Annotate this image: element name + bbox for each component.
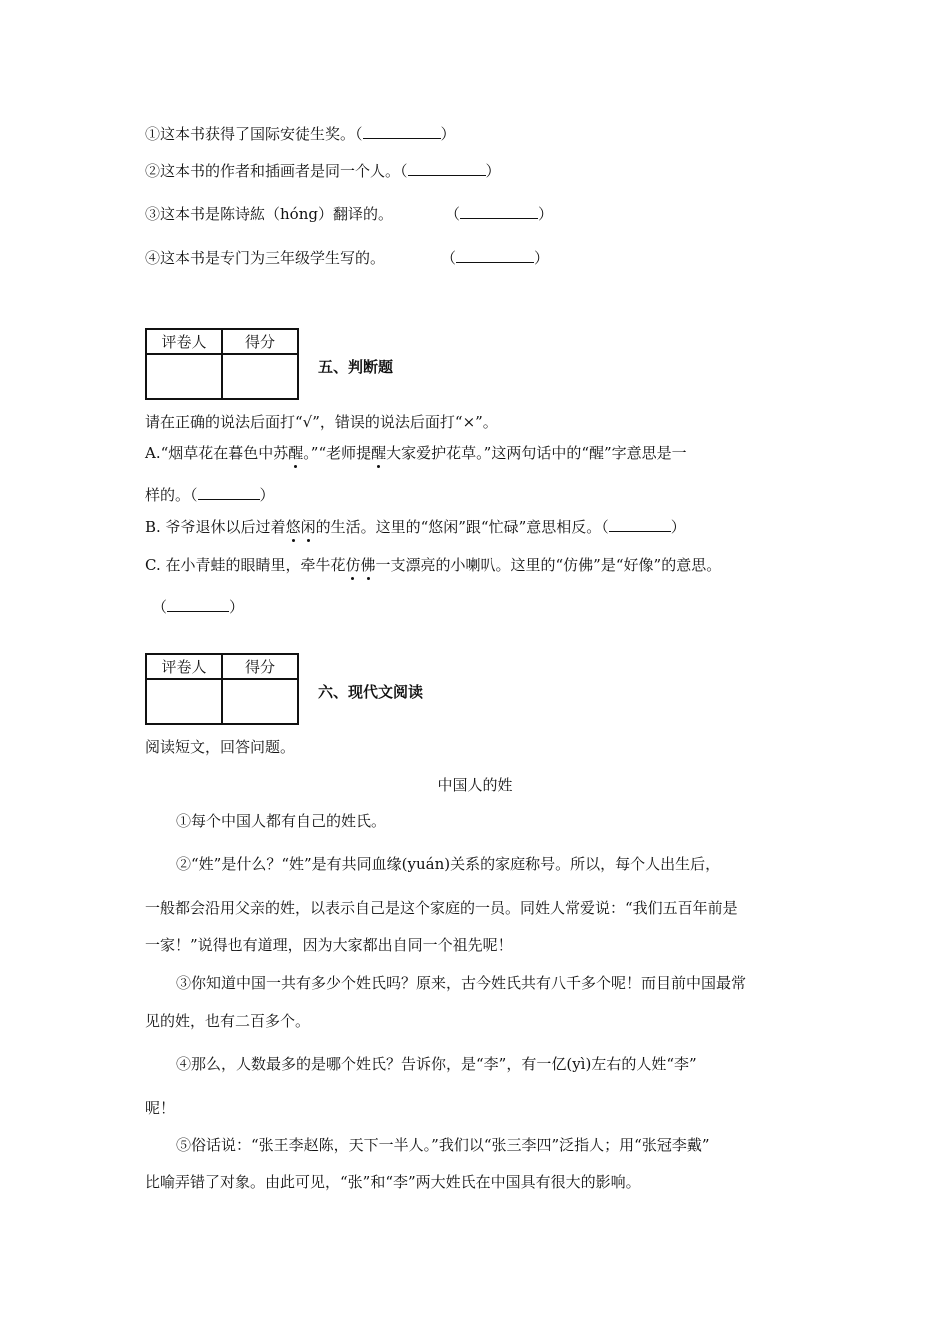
question-text: ④这本书是专门为三年级学生写的。 xyxy=(145,249,386,267)
paragraph-line: ③你知道中国一共有多少个姓氏吗？原来，古今姓氏共有八千多个呢！而目前中国最常 xyxy=(176,974,747,992)
item-a-continued: 样的。（ ） xyxy=(145,486,275,504)
question-1: ①这本书获得了国际安徒生奖。（ ） xyxy=(145,125,456,143)
answer-blank[interactable] xyxy=(408,161,486,176)
paragraph-line: ⑤俗话说：“张王李赵陈，天下一半人。”我们以“张三李四”泛指人；用“张冠李戴” xyxy=(176,1136,710,1154)
answer-blank[interactable] xyxy=(460,204,538,219)
grader-header: 评卷人 xyxy=(146,329,222,354)
grader-cell[interactable] xyxy=(146,679,222,724)
question-text: ③这本书是陈诗紘（hóng）翻译的。 xyxy=(145,205,393,223)
answer-blank[interactable] xyxy=(363,124,441,139)
section-instruction: 阅读短文，回答问题。 xyxy=(145,738,296,756)
emphasis-char: 佛 xyxy=(360,556,376,574)
score-header: 得分 xyxy=(222,329,298,354)
question-3: ③这本书是陈诗紘（hóng）翻译的。 （ ） xyxy=(145,205,553,223)
score-cell[interactable] xyxy=(222,679,298,724)
section-title: 六、现代文阅读 xyxy=(318,683,424,701)
paragraph-line: 见的姓，也有二百多个。 xyxy=(145,1012,311,1030)
section-instruction: 请在正确的说法后面打“√”，错误的说法后面打“×”。 xyxy=(145,413,498,431)
answer-blank[interactable] xyxy=(198,485,260,500)
emphasis-char: 悠 xyxy=(285,518,301,536)
grader-header: 评卷人 xyxy=(146,654,222,679)
question-text: ②这本书的作者和插画者是同一个人。 xyxy=(145,162,401,180)
emphasis-char: 仿 xyxy=(345,556,361,574)
emphasis-char: 醒 xyxy=(288,444,304,462)
emphasis-char: 醒 xyxy=(371,444,387,462)
answer-blank[interactable] xyxy=(167,597,229,612)
grader-cell[interactable] xyxy=(146,354,222,399)
item-c: C. 在小青蛙的眼睛里，牵牛花仿佛一支漂亮的小喇叭。这里的“仿佛”是“好像”的意思。 xyxy=(145,556,722,574)
section-title: 五、判断题 xyxy=(318,358,394,376)
paragraph-line: ①每个中国人都有自己的姓氏。 xyxy=(176,812,387,830)
paragraph-line: 一般都会沿用父亲的姓，以表示自己是这个家庭的一员。同姓人常爱说：“我们五百年前是 xyxy=(145,899,738,917)
score-table xyxy=(145,653,299,725)
score-header: 得分 xyxy=(222,654,298,679)
item-a: A.“烟草花在暮色中苏醒。”“老师提醒大家爱护花草。”这两句话中的“醒”字意思是一 xyxy=(145,444,687,462)
answer-blank[interactable] xyxy=(456,248,534,263)
score-table xyxy=(145,328,299,400)
item-b: B. 爷爷退休以后过着悠闲的生活。这里的“悠闲”跟“忙碌”意思相反。（ ） xyxy=(145,518,686,536)
passage-title: 中国人的姓 xyxy=(437,776,513,794)
question-2: ②这本书的作者和插画者是同一个人。（ ） xyxy=(145,162,501,180)
paragraph-line: 呢！ xyxy=(145,1099,176,1117)
answer-blank[interactable] xyxy=(609,517,671,532)
question-4: ④这本书是专门为三年级学生写的。 （ ） xyxy=(145,249,550,267)
paragraph-line: 一家！”说得也有道理，因为大家都出自同一个祖先呢！ xyxy=(145,936,513,954)
paragraph-line: ④那么，人数最多的是哪个姓氏？告诉你，是“李”，有一亿(yì)左右的人姓“李” xyxy=(176,1055,697,1073)
emphasis-char: 闲 xyxy=(300,518,316,536)
item-c-continued: （ ） xyxy=(152,598,245,616)
score-cell[interactable] xyxy=(222,354,298,399)
question-text: ①这本书获得了国际安徒生奖。 xyxy=(145,125,356,143)
paragraph-line: ②“姓”是什么？“姓”是有共同血缘(yuán)关系的家庭称号。所以，每个人出生后， xyxy=(176,855,721,873)
paragraph-line: 比喻弄错了对象。由此可见，“张”和“李”两大姓氏在中国具有很大的影响。 xyxy=(145,1173,641,1191)
